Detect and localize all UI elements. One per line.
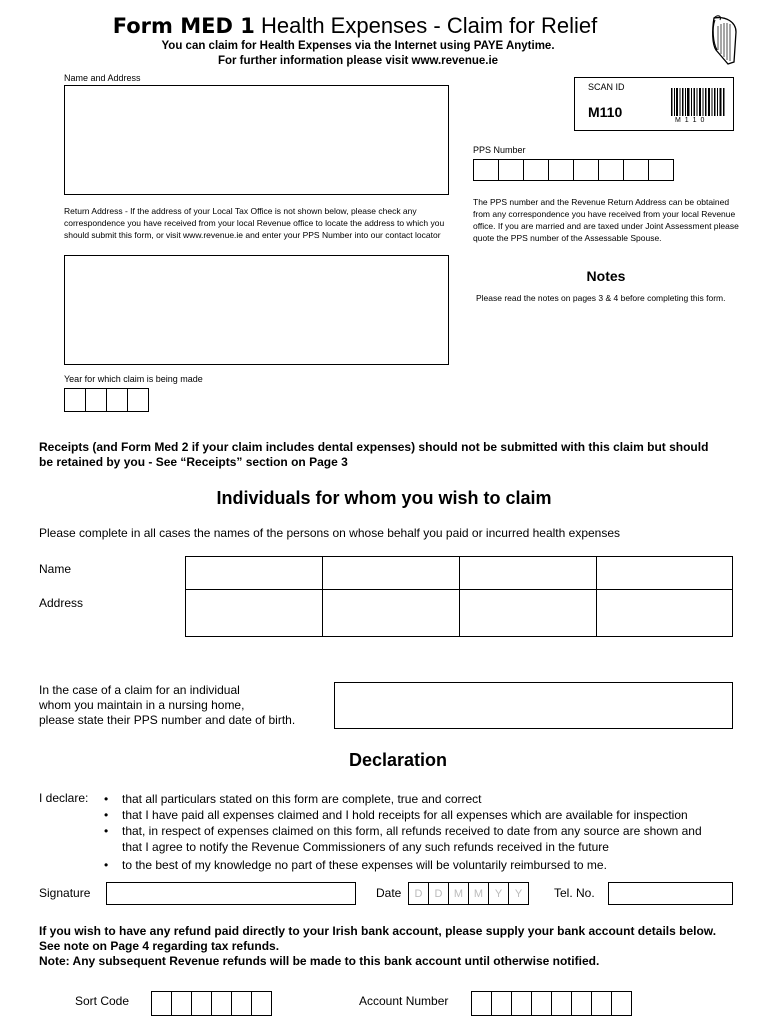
nursing-home-line-2: whom you maintain in a nursing home, [39, 698, 245, 712]
bank-notice [39, 924, 759, 969]
account-number-label: Account Number [359, 994, 449, 1008]
signature-label: Signature [39, 886, 91, 900]
nursing-home-field[interactable] [334, 682, 733, 729]
sort-code-digit-1[interactable] [151, 991, 172, 1016]
bank-notice-line-1: If you wish to have any refund paid directly to your Irish bank account, please supply your bank account details below. [39, 924, 717, 938]
sort-code-digit-4[interactable] [211, 991, 232, 1016]
subtitle-1: You can claim for Health Expenses via the Internet using PAYE Anytime. [161, 40, 555, 52]
individual-2-address[interactable] [322, 589, 460, 637]
scan-id-box [574, 77, 734, 131]
barcode-icon [671, 88, 725, 116]
pps-field[interactable] [473, 159, 674, 181]
sort-code-field[interactable] [151, 991, 272, 1016]
scan-id-code: M110 [588, 104, 623, 120]
form-code: Form MED 1 [112, 14, 255, 38]
sort-code-digit-5[interactable] [231, 991, 252, 1016]
nursing-home-line-3: please state their PPS number and date of birth. [39, 713, 296, 727]
individuals-intro: Please complete in all cases the names of the persons on whose behalf you paid or incurred health expenses [39, 526, 621, 540]
date-field[interactable] [408, 882, 529, 905]
declaration-item: • that all particulars stated on this form are complete, true and correct [104, 791, 720, 807]
declaration-item: • that I have paid all expenses claimed and I hold receipts for all expenses which are available for inspection [104, 807, 720, 823]
declaration-item: • to the best of my knowledge no part of these expenses will be voluntarily reimbursed to me. [104, 857, 720, 873]
account-digit-3[interactable] [511, 991, 532, 1016]
bank-notice-line-2: See note on Page 4 regarding tax refunds. [39, 939, 280, 953]
year-digit-1[interactable] [64, 388, 86, 412]
pps-char-2[interactable] [498, 159, 524, 181]
pps-char-8[interactable] [648, 159, 674, 181]
account-digit-5[interactable] [551, 991, 572, 1016]
individual-4-address[interactable] [596, 589, 733, 637]
barcode-text: M 1 1 0 [675, 117, 706, 124]
individuals-name-label: Name [39, 562, 72, 576]
name-address-field[interactable] [64, 85, 449, 195]
year-label: Year for which claim is being made [64, 374, 203, 384]
pps-char-7[interactable] [623, 159, 649, 181]
sort-code-digit-2[interactable] [171, 991, 192, 1016]
individuals-grid [185, 556, 733, 637]
sort-code-label: Sort Code [75, 994, 130, 1008]
date-year-2[interactable]: Y [508, 882, 529, 905]
account-digit-8[interactable] [611, 991, 632, 1016]
pps-char-4[interactable] [548, 159, 574, 181]
notes-heading: Notes [586, 268, 626, 284]
individual-2-name[interactable] [322, 556, 460, 590]
date-label: Date [376, 886, 402, 900]
year-digit-2[interactable] [85, 388, 107, 412]
pps-char-6[interactable] [598, 159, 624, 181]
return-address-label: Return Address - If the address of your Local Tax Office is not shown below, please check any correspondence you have received from your local Revenue office to locate the address to which you should submit this form, or visit www.revenue.ie and enter your PPS Number into our contact locator [64, 206, 445, 240]
date-month-1[interactable]: M [448, 882, 469, 905]
declaration-intro: I declare: [39, 791, 89, 805]
pps-char-3[interactable] [523, 159, 549, 181]
year-digit-3[interactable] [106, 388, 128, 412]
pps-label: PPS Number [473, 145, 526, 155]
account-digit-4[interactable] [531, 991, 552, 1016]
date-year-1[interactable]: Y [488, 882, 509, 905]
tel-label: Tel. No. [554, 886, 595, 900]
individual-3-address[interactable] [459, 589, 597, 637]
individuals-address-label: Address [39, 596, 84, 610]
pps-note: The PPS number and the Revenue Return Address can be obtained from any correspondence you have received from your local Revenue office. If you are married and are taxed under Joint Assessment please quote the PPS number of the Assessable Spouse. [473, 197, 739, 243]
subtitle-2: For further information please visit www.revenue.ie [217, 55, 499, 67]
declaration-item: • that, in respect of expenses claimed on this form, all refunds received to date from any source are shown and that I agree to notify the Revenue Commissioners of any such refunds received in the future [104, 823, 720, 855]
individuals-heading: Individuals for whom you wish to claim [216, 488, 552, 508]
individual-1-address[interactable] [185, 589, 323, 637]
account-digit-2[interactable] [491, 991, 512, 1016]
date-day-2[interactable]: D [428, 882, 449, 905]
individual-1-name[interactable] [185, 556, 323, 590]
pps-char-5[interactable] [573, 159, 599, 181]
year-field[interactable] [64, 388, 149, 412]
individual-4-name[interactable] [596, 556, 733, 590]
year-digit-4[interactable] [127, 388, 149, 412]
tel-field[interactable] [608, 882, 733, 905]
return-address-field[interactable] [64, 255, 449, 365]
sort-code-digit-3[interactable] [191, 991, 212, 1016]
pps-char-1[interactable] [473, 159, 499, 181]
receipts-notice: Receipts (and Form Med 2 if your claim includes dental expenses) should not be submitted with this claim but should be retained by you - See “Receipts” section on Page 3 [39, 440, 709, 469]
bank-notice-line-3: Note: Any subsequent Revenue refunds will be made to this bank account until otherwise notified. [39, 954, 600, 968]
nursing-home-line-1: In the case of a claim for an individual [39, 683, 240, 697]
declaration-heading: Declaration [348, 750, 448, 770]
sort-code-digit-6[interactable] [251, 991, 272, 1016]
signature-field[interactable] [106, 882, 356, 905]
name-address-label: Name and Address [64, 73, 141, 83]
declaration-list [104, 791, 720, 873]
date-day-1[interactable]: D [408, 882, 429, 905]
date-month-2[interactable]: M [468, 882, 489, 905]
nursing-home-text [39, 683, 295, 728]
notes-text: Please read the notes on pages 3 & 4 before completing this form. [476, 293, 726, 303]
individual-3-name[interactable] [459, 556, 597, 590]
account-digit-1[interactable] [471, 991, 492, 1016]
form-title [0, 12, 710, 40]
account-number-field[interactable] [471, 991, 632, 1016]
form-title-text: Health Expenses - Claim for Relief [260, 13, 598, 38]
scan-id-label: SCAN ID [588, 82, 625, 92]
account-digit-7[interactable] [591, 991, 612, 1016]
account-digit-6[interactable] [571, 991, 592, 1016]
harp-emblem-icon [708, 14, 740, 66]
